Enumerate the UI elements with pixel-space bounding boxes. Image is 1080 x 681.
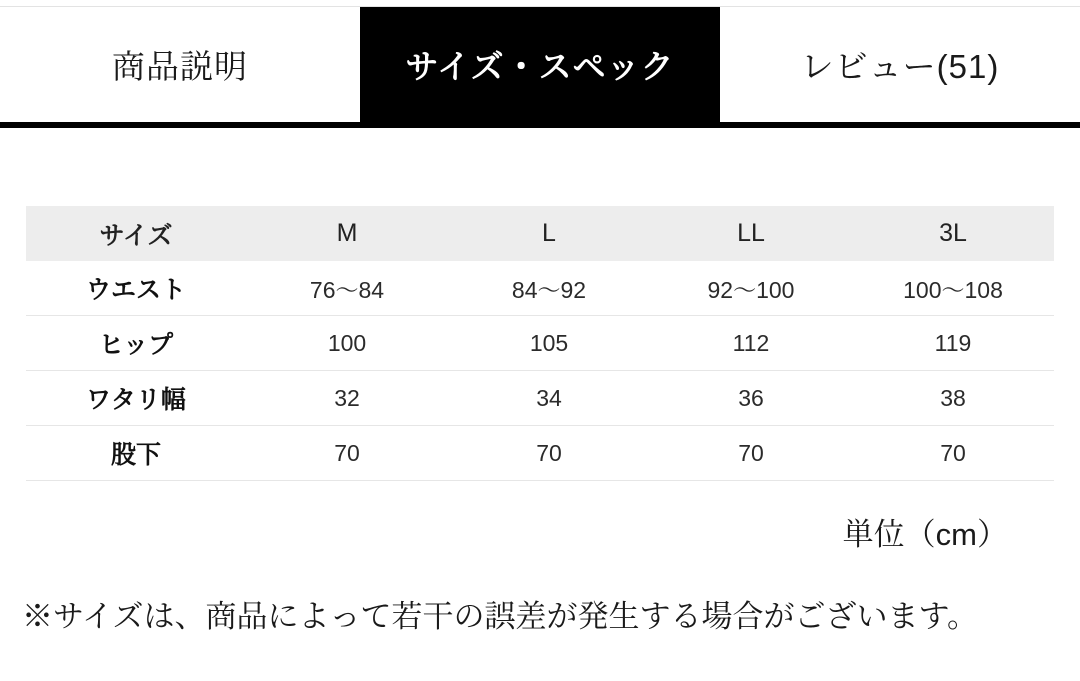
cell-hip-l: 105	[448, 316, 650, 371]
table-header-row	[26, 206, 1054, 261]
column-header-3l: 3L	[939, 219, 967, 247]
cell-inseam-3l: 70	[852, 426, 1054, 481]
cell-hip-3l: 119	[852, 316, 1054, 371]
cell-thigh-3l: 38	[852, 371, 1054, 426]
cell-waist-l: 84〜92	[448, 261, 650, 316]
tab-product-description[interactable]: 商品説明	[0, 7, 360, 122]
size-spec-table-wrap	[0, 206, 1080, 554]
cell-waist-ll: 92〜100	[650, 261, 852, 316]
table-row	[26, 316, 1054, 371]
size-spec-table	[26, 206, 1054, 481]
top-divider	[0, 0, 1080, 7]
row-header-thigh-width: ワタリ幅	[26, 371, 246, 426]
cell-inseam-ll: 70	[650, 426, 852, 481]
table-header	[26, 206, 1054, 261]
cell-hip-m: 100	[246, 316, 448, 371]
tab-reviews[interactable]: レビュー(51)	[720, 7, 1080, 122]
row-header-waist: ウエスト	[26, 261, 246, 316]
column-header-m: M	[336, 219, 358, 247]
tab-size-spec[interactable]: サイズ・スペック	[360, 7, 720, 122]
row-header-hip: ヒップ	[26, 316, 246, 371]
cell-thigh-ll: 36	[650, 371, 852, 426]
cell-waist-m: 76〜84	[246, 261, 448, 316]
cell-thigh-m: 32	[246, 371, 448, 426]
cell-hip-ll: 112	[650, 316, 852, 371]
column-header-size: サイズ	[99, 221, 173, 250]
cell-inseam-m: 70	[246, 426, 448, 481]
column-header-l: L	[542, 219, 556, 247]
row-header-inseam: 股下	[26, 426, 246, 481]
table-row	[26, 426, 1054, 481]
cell-thigh-l: 34	[448, 371, 650, 426]
size-footnote: ※サイズは、商品によって若干の誤差が発生する場合がございます。	[22, 599, 979, 634]
cell-inseam-l: 70	[448, 426, 650, 481]
table-row	[26, 261, 1054, 316]
table-row	[26, 371, 1054, 426]
column-header-ll: LL	[737, 219, 765, 247]
table-body	[26, 261, 1054, 481]
unit-label: 単位（cm）	[842, 517, 1008, 552]
cell-waist-3l: 100〜108	[852, 261, 1054, 316]
product-tabbar	[0, 7, 1080, 128]
